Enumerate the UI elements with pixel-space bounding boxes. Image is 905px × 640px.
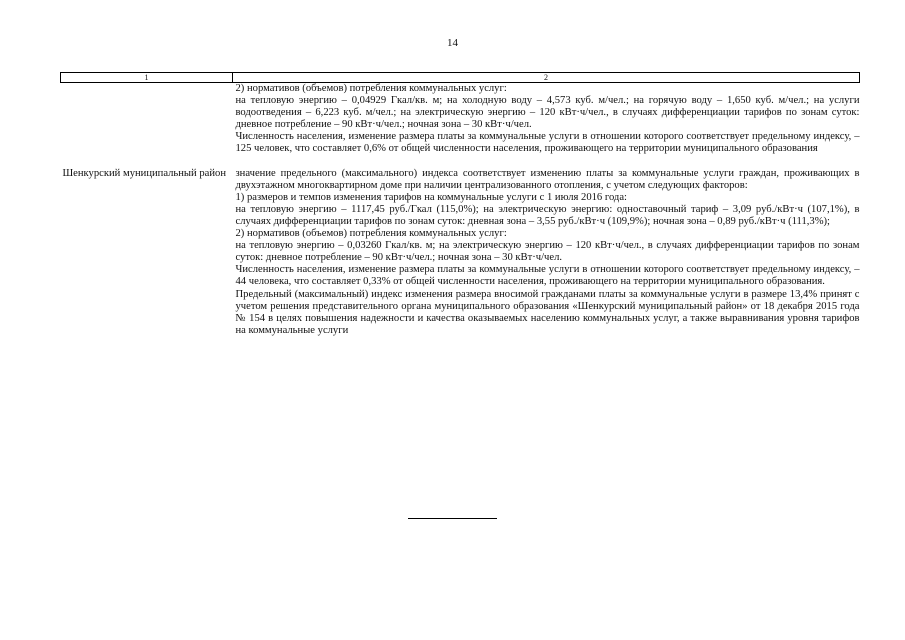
norms-heading: 2) нормативов (объемов) потребления коммунальных услуг: <box>235 228 507 240</box>
table-row <box>61 168 860 337</box>
description-cell <box>233 168 860 337</box>
index-decision-note: Предельный (максимальный) индекс изменения размера вносимой гражданами платы за коммунальные услуги в размере 13,4% принят с учетом решения представительного органа муниципального образования «Шенкурский муниципальный район» от 18 декабря 2015 года № 154 в целях повышения надежности и качества оказываемых населению коммунальных услуг, а также выравнивания уровня тарифов на коммунальные услуги <box>235 288 860 336</box>
column-number-1: 1 <box>61 73 233 83</box>
column-number-row <box>61 73 860 83</box>
tariffs-values: на тепловую энергию – 1117,45 руб./Гкал (115,0%); на электрическую энергию: одноставочный тариф – 3,09 руб./кВт·ч (107,1%), в случаях дифференциации тарифов по зонам суток: дневная зона – 3,55 руб./кВт·ч (109,9%); ночная зона – 0,89 руб./кВт·ч (111,3%); <box>235 203 860 227</box>
closing-rule <box>408 518 497 519</box>
index-intro: значение предельного (максимального) индекса соответствует изменению платы за коммунальные услуги граждан, проживающих в двухэтажном многоквартирном доме при наличии централизованного отопления, с учетом следующих факторов: <box>235 167 860 191</box>
row-spacer <box>61 156 860 168</box>
norms-heading: 2) нормативов (объемов) потребления коммунальных услуг: <box>235 83 507 94</box>
region-cell <box>61 168 233 337</box>
column-number-2: 2 <box>233 73 860 83</box>
table-row <box>61 83 860 156</box>
description-cell <box>233 83 860 156</box>
tariffs-heading: 1) размеров и темпов изменения тарифов на коммунальные услуги с 1 июля 2016 года: <box>235 191 627 203</box>
document-table <box>60 72 860 337</box>
population-note: Численность населения, изменение размера платы за коммунальные услуги в отношении которого соответствует предельному индексу, – 44 человека, что составляет 0,33% от общей численности населения, проживающего на территории муниципального образования. <box>235 264 860 288</box>
region-name: Шенкурский муниципальный район <box>62 167 226 179</box>
region-cell-empty <box>61 83 233 156</box>
page-number: 14 <box>447 37 458 49</box>
norms-values: на тепловую энергию – 0,03260 Гкал/кв. м; на электрическую энергию – 120 кВт·ч/чел., в случаях дифференциации тарифов по зонам суток: дневное потребление – 90 кВт·ч/чел.; ночная зона – 30 кВт·ч/чел. <box>235 240 860 264</box>
norms-values: на тепловую энергию – 0,04929 Гкал/кв. м; на холодную воду – 4,573 куб. м/чел.; на горячую воду – 1,650 куб. м/чел.; на услуги водоотведения – 6,223 куб. м/чел.; на электрическую энергию – 120 кВт·ч/чел., в случаях дифференциации тарифов по зонам суток: дневное потребление – 90 кВт·ч/чел.; ночная зона – 30 кВт·ч/чел. <box>235 95 860 131</box>
population-note: Численность населения, изменение размера платы за коммунальные услуги в отношении которого соответствует предельному индексу, – 125 человек, что составляет 0,6% от общей численности населения, проживающего на территории муниципального образования <box>235 131 860 155</box>
